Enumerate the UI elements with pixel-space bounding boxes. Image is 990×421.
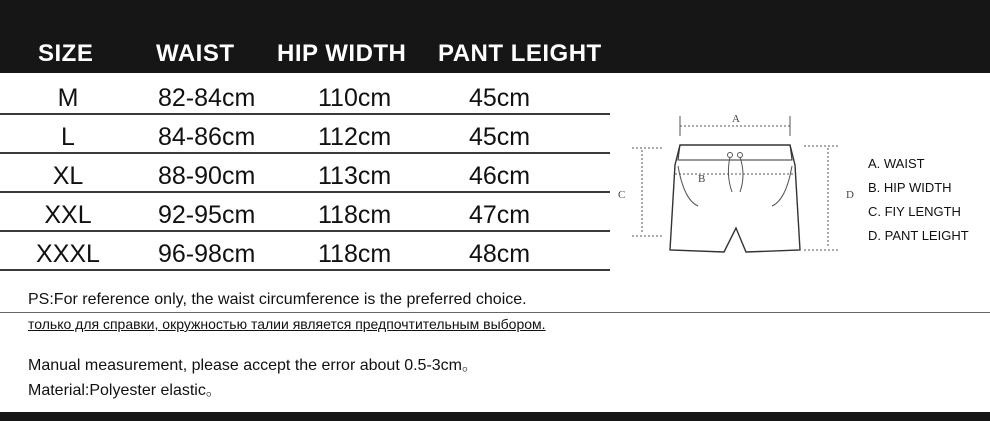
- pant-cell: 45cm: [469, 123, 531, 151]
- table-row: [0, 232, 610, 271]
- footer-bar: [0, 412, 990, 421]
- table-row: [0, 115, 610, 154]
- russian-note: только для справки, окружностью талии является предпочтительным выбором.: [28, 316, 546, 332]
- waist-cell: 82-84cm: [158, 84, 256, 112]
- waist-cell: 92-95cm: [158, 201, 256, 229]
- divider: [0, 312, 990, 313]
- hip-cell: 113cm: [318, 162, 392, 190]
- hip-cell: 112cm: [318, 123, 392, 151]
- hip-cell: 118cm: [318, 201, 392, 229]
- diagram-legend: [868, 152, 969, 248]
- size-cell: L: [61, 123, 75, 151]
- pant-cell: 46cm: [469, 162, 531, 190]
- waist-cell: 96-98cm: [158, 240, 256, 268]
- pant-cell: 47cm: [469, 201, 531, 229]
- ps-label: PS: [28, 291, 50, 308]
- table-row: [0, 193, 610, 232]
- header-hip-width: HIP WIDTH: [277, 40, 407, 67]
- material-text: :Polyester elastic。: [84, 382, 222, 399]
- size-cell: XL: [52, 162, 84, 190]
- legend-item-fiy-length: C. FIY LENGTH: [868, 204, 961, 219]
- header-waist: WAIST: [156, 40, 235, 67]
- size-cell: XXXL: [36, 240, 100, 268]
- ps-text: :For reference only, the waist circumference is the preferred choice.: [49, 291, 527, 308]
- material-note: [28, 377, 222, 400]
- hip-cell: 118cm: [318, 240, 392, 268]
- mark-d: D: [846, 189, 854, 201]
- ps-note: [28, 291, 527, 309]
- waist-cell: 88-90cm: [158, 162, 256, 190]
- pant-cell: 45cm: [469, 84, 531, 112]
- table-row: [0, 154, 610, 193]
- row-divider: [0, 269, 610, 271]
- pant-cell: 48cm: [469, 240, 531, 268]
- size-cell: XXL: [44, 201, 92, 229]
- header-pant-length: PANT LEIGHT: [438, 40, 602, 67]
- size-cell: M: [57, 84, 79, 112]
- legend-item-waist: A. WAIST: [868, 156, 925, 171]
- table-row: [0, 76, 610, 115]
- shorts-diagram: [612, 100, 862, 270]
- hip-cell: 110cm: [318, 84, 392, 112]
- legend-item-hip-width: B. HIP WIDTH: [868, 180, 952, 195]
- material-label: Material: [28, 382, 85, 399]
- legend-item-pant-leight: D. PANT LEIGHT: [868, 228, 969, 243]
- mark-c: C: [618, 189, 626, 201]
- manual-note: Manual measurement, please accept the error about 0.5-3cm。: [28, 357, 479, 374]
- mark-a: A: [732, 113, 740, 125]
- header-size: SIZE: [38, 40, 94, 67]
- mark-b: B: [698, 173, 706, 185]
- waist-cell: 84-86cm: [158, 123, 256, 151]
